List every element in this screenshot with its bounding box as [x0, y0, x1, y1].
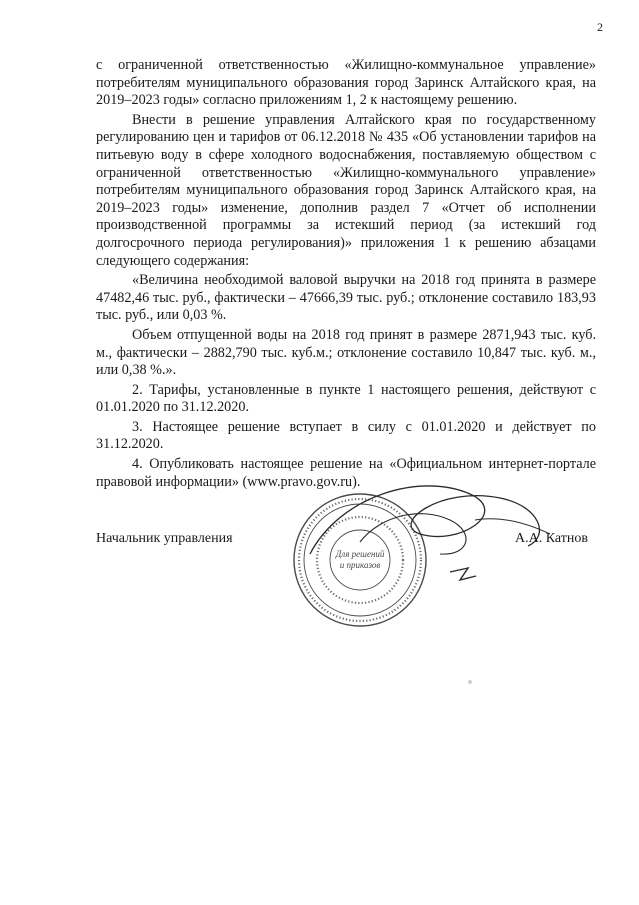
paragraph-water-volume: Объем отпущенной воды на 2018 год принят в размере 2871,943 тыс. куб. м., фактически – 2882,790 тыс. куб.м.; отклонение составило 10,847 тыс. куб. м., или 0,38 %.». — [96, 326, 596, 379]
paragraph-publication: 4. Опубликовать настоящее решение на «Официальном интернет-портале правовой информации» (www.pravo.gov.ru). — [96, 456, 596, 490]
paragraph-revenue: «Величина необходимой валовой выручки на 2018 год принята в размере 47482,46 тыс. руб., фактически – 47666,39 тыс. руб.; отклонение составило 183,93 тыс. руб., или 0,03 %. — [96, 272, 596, 324]
stamp-inner-text-1: Для решений — [335, 549, 385, 559]
stamp-inner-text-2: и приказов — [339, 560, 381, 570]
scan-artifact — [468, 680, 472, 684]
paragraph-amendment: Внести в решение управления Алтайского края по государственному регулированию цен и тарифов от 06.12.2018 № 435 «Об установлении тарифов на питьевую воду в сфере холодного водоснабжения, поставляемую обществом с ограниченной ответственностью «Жилищно-коммунального управление» потребителям муниципального образования город Заринск Алтайского края, на 2019–2023 годы» изменение, дополнив раздел 7 «Отчет об исполнении производственной программы за истекший период (за истекший год долгосрочного периода регулирования)» приложения 1 к решению абзацами следующего содержания: — [96, 111, 596, 269]
page-number: 2 — [597, 20, 603, 34]
document-body — [96, 57, 596, 491]
paragraph-effective-date: 3. Настоящее решение вступает в силу с 01.01.2020 и действует по 31.12.2020. — [96, 418, 596, 453]
signatory-position: Начальник управления — [96, 531, 233, 546]
paragraph-tariff-period: 2. Тарифы, установленные в пункте 1 настоящего решения, действуют с 01.01.2020 по 31.12.2020. — [96, 381, 596, 416]
signature-block — [96, 527, 596, 617]
paragraph-continuation: с ограниченной ответственностью «Жилищно-коммунальное управление» потребителям муниципального образования город Заринск Алтайского края, на 2019–2023 годы» согласно приложениям 1, 2 к настоящему решению. — [96, 57, 596, 109]
signatory-name: А.А. Катнов — [515, 531, 588, 546]
